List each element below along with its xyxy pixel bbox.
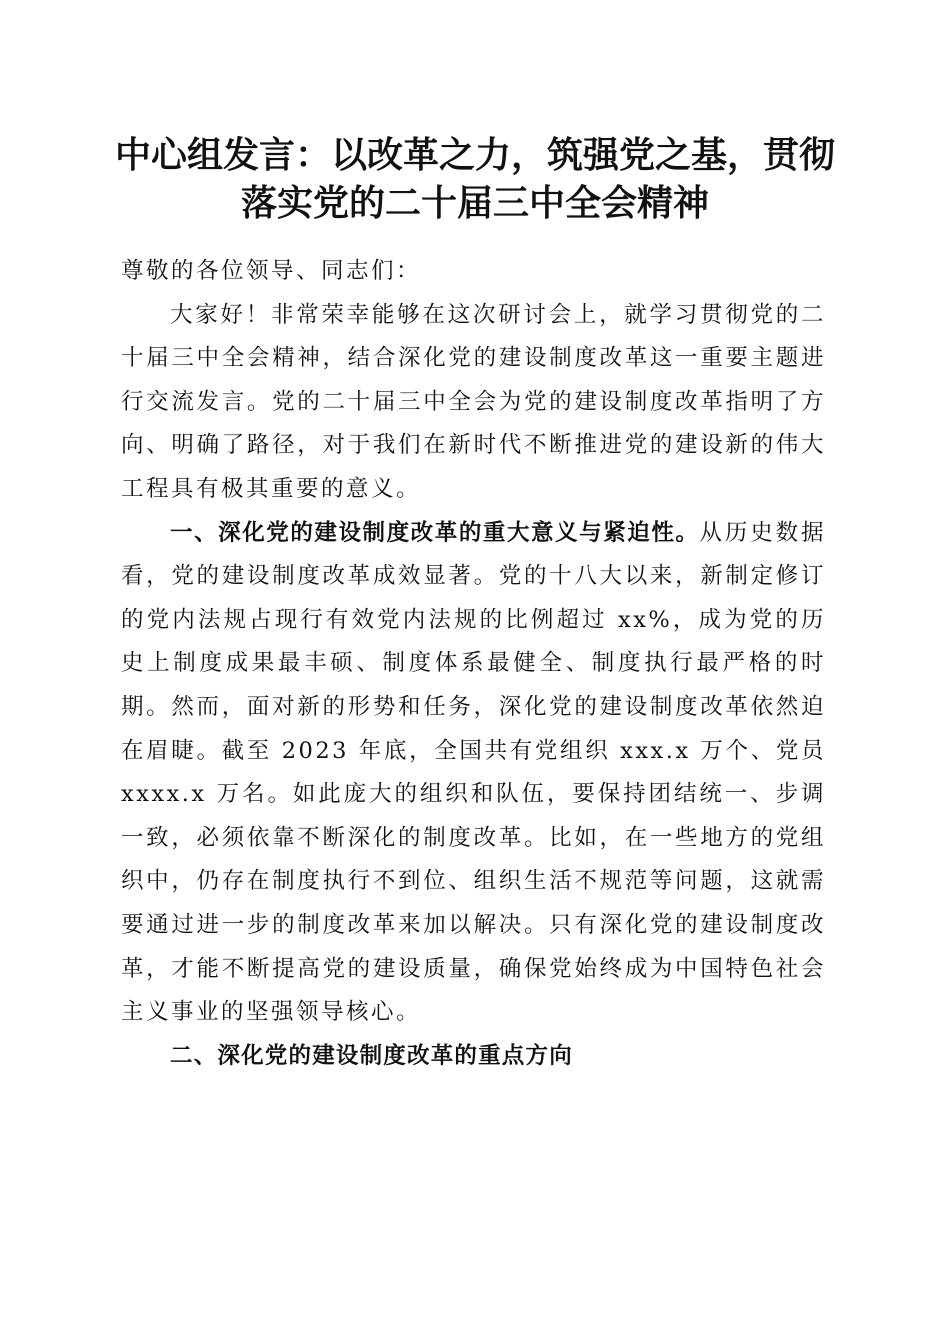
section-1-body: 从历史数据看，党的建设制度改革成效显著。党的十八大以来，新制定修订的党内法规占现行有效党内法规的比例超过 xx%，成为党的历史上制度成果最丰硕、制度体系最健全、制度执行最严格的时期。然而，面对新的形势和任务，深化党的建设制度改革依然迫在眉睫。截至 2023 年底，全国共有党组织 xxx.x 万个、党员 xxxx.x 万名。如此庞大的组织和队伍，要保持团结统一、步调一致，必须依靠不断深化的制度改革。比如，在一些地方的党组织中，仍存在制度执行不到位、组织生活不规范等问题，这就需要通过进一步的制度改革来加以解决。只有深化党的建设制度改革，才能不断提高党的建设质量，确保党始终成为中国特色社会主义事业的坚强领导核心。: [121, 519, 826, 1026]
section-1-heading: 一、深化党的建设制度改革的重大意义与紧迫性。: [170, 519, 700, 546]
document-body: [121, 250, 826, 1078]
document-title: [110, 132, 840, 228]
section-1-paragraph: [121, 512, 826, 1035]
intro-paragraph: 大家好！非常荣幸能够在这次研讨会上，就学习贯彻党的二十届三中全会精神，结合深化党的建设制度改革这一重要主题进行交流发言。党的二十届三中全会为党的建设制度改革指明了方向、明确了路径，对于我们在新时代不断推进党的建设新的伟大工程具有极其重要的意义。: [121, 301, 826, 502]
section-2-heading: 二、深化党的建设制度改革的重点方向: [170, 1042, 573, 1069]
title-line-2: 落实党的二十届三中全会精神: [240, 183, 709, 224]
title-line-1: 中心组发言：以改革之力，筑强党之基，贯彻: [114, 135, 835, 176]
greeting: 尊敬的各位领导、同志们：: [121, 258, 422, 284]
